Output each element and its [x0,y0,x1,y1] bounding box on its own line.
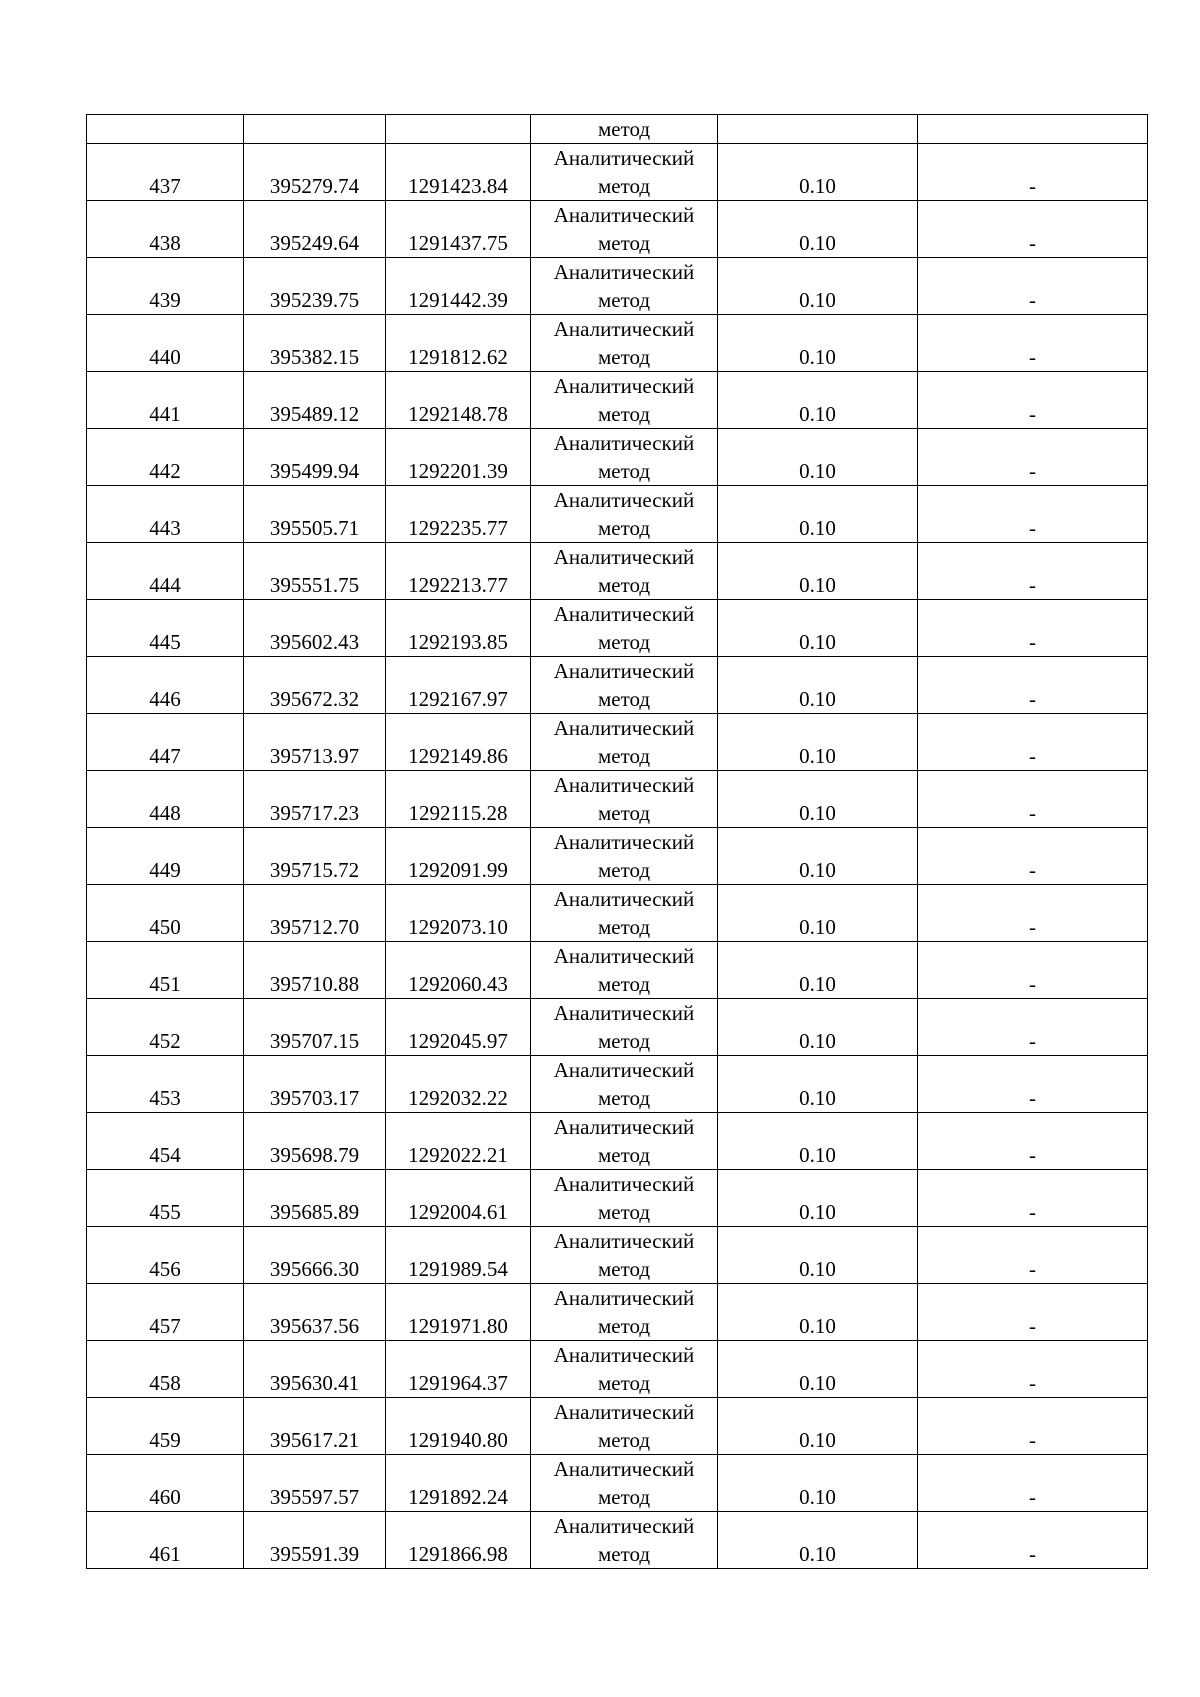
cell-note: - [918,942,1148,999]
cell-y-coordinate: 1292045.97 [386,999,531,1056]
table-row [87,1170,1148,1227]
cell-x-coordinate: 395489.12 [244,372,386,429]
cell-note: - [918,315,1148,372]
method-line-2: метод [597,288,651,312]
cell-y-coordinate: 1292201.39 [386,429,531,486]
method-line-2: метод [597,1029,651,1053]
cell-accuracy: 0.10 [718,828,918,885]
cell-accuracy: 0.10 [718,1398,918,1455]
cell-y-coordinate: 1292193.85 [386,600,531,657]
cell-method [531,543,718,600]
cell-note: - [918,1113,1148,1170]
cell-note: - [918,1512,1148,1569]
coordinates-table-body [87,115,1148,1569]
method-line-1: Аналитический [553,1400,695,1424]
cell-point-number: 445 [87,600,244,657]
cell-point-number: 453 [87,1056,244,1113]
cell-x-coordinate: 395499.94 [244,429,386,486]
cell-point-number: 449 [87,828,244,885]
method-line-2: метод [597,972,651,996]
table-row [87,1227,1148,1284]
cell-x-coordinate: 395382.15 [244,315,386,372]
cell-method [531,657,718,714]
cell-method [531,771,718,828]
method-line-2: метод [597,1542,651,1566]
cell-accuracy: 0.10 [718,429,918,486]
cell-accuracy: 0.10 [718,315,918,372]
cell-x-coordinate: 395602.43 [244,600,386,657]
cell-y-coordinate: 1291971.80 [386,1284,531,1341]
cell-x-coordinate: 395672.32 [244,657,386,714]
table-row [87,258,1148,315]
method-line-1: Аналитический [553,716,695,740]
cell-x-coordinate: 395505.71 [244,486,386,543]
table-row [87,1455,1148,1512]
cell-accuracy: 0.10 [718,714,918,771]
cell-empty [718,115,918,144]
cell-x-coordinate: 395715.72 [244,828,386,885]
table-row [87,828,1148,885]
cell-note: - [918,1056,1148,1113]
cell-point-number: 440 [87,315,244,372]
cell-x-coordinate: 395712.70 [244,885,386,942]
cell-point-number: 447 [87,714,244,771]
method-line-1: Аналитический [553,1172,695,1196]
cell-point-number: 459 [87,1398,244,1455]
cell-y-coordinate: 1292073.10 [386,885,531,942]
cell-x-coordinate: 395707.15 [244,999,386,1056]
method-line-1: Аналитический [553,545,695,569]
method-line-2: метод [597,1428,651,1452]
cell-accuracy: 0.10 [718,942,918,999]
cell-point-number: 452 [87,999,244,1056]
cell-method [531,999,718,1056]
cell-x-coordinate: 395717.23 [244,771,386,828]
cell-note: - [918,771,1148,828]
cell-y-coordinate: 1292115.28 [386,771,531,828]
coordinates-table [86,114,1148,1569]
cell-x-coordinate: 395630.41 [244,1341,386,1398]
cell-x-coordinate: 395637.56 [244,1284,386,1341]
cell-method [531,1227,718,1284]
method-line-1: Аналитический [553,1457,695,1481]
cell-empty [386,115,531,144]
cell-y-coordinate: 1291442.39 [386,258,531,315]
cell-x-coordinate: 395713.97 [244,714,386,771]
method-line-1: Аналитический [553,203,695,227]
cell-accuracy: 0.10 [718,657,918,714]
method-line-2: метод [597,1257,651,1281]
method-line-1: Аналитический [553,146,695,170]
cell-point-number: 439 [87,258,244,315]
cell-method [531,828,718,885]
cell-x-coordinate: 395710.88 [244,942,386,999]
table-row [87,486,1148,543]
cell-accuracy: 0.10 [718,1170,918,1227]
cell-accuracy: 0.10 [718,1113,918,1170]
cell-y-coordinate: 1292032.22 [386,1056,531,1113]
table-row [87,1512,1148,1569]
cell-accuracy: 0.10 [718,543,918,600]
method-line-2: метод [597,1371,651,1395]
cell-note: - [918,201,1148,258]
cell-note: - [918,999,1148,1056]
cell-note: - [918,372,1148,429]
cell-accuracy: 0.10 [718,999,918,1056]
cell-x-coordinate: 395617.21 [244,1398,386,1455]
cell-y-coordinate: 1292235.77 [386,486,531,543]
cell-note: - [918,1170,1148,1227]
method-line-2: метод [597,1314,651,1338]
cell-method [531,1398,718,1455]
cell-note: - [918,885,1148,942]
cell-x-coordinate: 395249.64 [244,201,386,258]
cell-accuracy: 0.10 [718,1455,918,1512]
table-row [87,600,1148,657]
cell-accuracy: 0.10 [718,1512,918,1569]
cell-method [531,942,718,999]
cell-y-coordinate: 1292148.78 [386,372,531,429]
cell-empty [87,115,244,144]
table-row [87,999,1148,1056]
cell-accuracy: 0.10 [718,1284,918,1341]
cell-method [531,1113,718,1170]
cell-x-coordinate: 395591.39 [244,1512,386,1569]
cell-method [531,1512,718,1569]
cell-y-coordinate: 1291866.98 [386,1512,531,1569]
table-row [87,714,1148,771]
cell-note: - [918,1455,1148,1512]
method-line-1: Аналитический [553,773,695,797]
cell-point-number: 458 [87,1341,244,1398]
cell-method [531,1341,718,1398]
method-line-2: метод [597,801,651,825]
cell-x-coordinate: 395597.57 [244,1455,386,1512]
cell-note: - [918,714,1148,771]
cell-y-coordinate: 1291437.75 [386,201,531,258]
table-row [87,942,1148,999]
cell-method [531,1170,718,1227]
cell-accuracy: 0.10 [718,771,918,828]
cell-y-coordinate: 1292213.77 [386,543,531,600]
method-line-2: метод [597,1143,651,1167]
cell-method [531,600,718,657]
cell-y-coordinate: 1291423.84 [386,144,531,201]
table-row [87,372,1148,429]
method-line-2: метод [597,858,651,882]
cell-accuracy: 0.10 [718,372,918,429]
cell-y-coordinate: 1292091.99 [386,828,531,885]
cell-y-coordinate: 1292167.97 [386,657,531,714]
cell-x-coordinate: 395698.79 [244,1113,386,1170]
cell-x-coordinate: 395703.17 [244,1056,386,1113]
method-line-2: метод [597,516,651,540]
cell-accuracy: 0.10 [718,1056,918,1113]
method-line-2: метод [597,1485,651,1509]
method-line-1: Аналитический [553,887,695,911]
table-row [87,1398,1148,1455]
cell-accuracy: 0.10 [718,144,918,201]
method-line-1: Аналитический [553,830,695,854]
cell-note: - [918,486,1148,543]
cell-point-number: 451 [87,942,244,999]
cell-empty [918,115,1148,144]
cell-method-continued: метод [531,115,718,144]
cell-accuracy: 0.10 [718,1341,918,1398]
cell-y-coordinate: 1291940.80 [386,1398,531,1455]
cell-point-number: 442 [87,429,244,486]
cell-y-coordinate: 1292004.61 [386,1170,531,1227]
table-row [87,201,1148,258]
cell-point-number: 456 [87,1227,244,1284]
cell-note: - [918,600,1148,657]
cell-accuracy: 0.10 [718,201,918,258]
table-row [87,543,1148,600]
cell-point-number: 443 [87,486,244,543]
method-line-2: метод [597,1200,651,1224]
cell-method [531,486,718,543]
cell-accuracy: 0.10 [718,885,918,942]
cell-method [531,144,718,201]
cell-point-number: 454 [87,1113,244,1170]
method-line-1: Аналитический [553,602,695,626]
method-line-1: Аналитический [553,944,695,968]
method-line-2: метод [597,630,651,654]
cell-point-number: 461 [87,1512,244,1569]
cell-point-number: 444 [87,543,244,600]
cell-method [531,201,718,258]
cell-y-coordinate: 1291892.24 [386,1455,531,1512]
method-line-1: Аналитический [553,1343,695,1367]
method-line-1: Аналитический [553,1058,695,1082]
cell-y-coordinate: 1292022.21 [386,1113,531,1170]
cell-note: - [918,828,1148,885]
cell-x-coordinate: 395279.74 [244,144,386,201]
table-row [87,1056,1148,1113]
table-row [87,315,1148,372]
method-line-2: метод [597,459,651,483]
cell-y-coordinate: 1291964.37 [386,1341,531,1398]
method-line-1: Аналитический [553,1229,695,1253]
table-row [87,1113,1148,1170]
cell-method [531,714,718,771]
cell-point-number: 441 [87,372,244,429]
cell-point-number: 450 [87,885,244,942]
table-row [87,144,1148,201]
cell-x-coordinate: 395239.75 [244,258,386,315]
cell-note: - [918,258,1148,315]
table-row [87,657,1148,714]
cell-note: - [918,1227,1148,1284]
cell-note: - [918,657,1148,714]
method-line-1: Аналитический [553,488,695,512]
cell-x-coordinate: 395551.75 [244,543,386,600]
cell-y-coordinate: 1291989.54 [386,1227,531,1284]
method-line-2: метод [597,573,651,597]
method-line-2: метод [597,915,651,939]
method-line-2: метод [597,345,651,369]
method-line-1: Аналитический [553,317,695,341]
cell-method [531,885,718,942]
method-line-1: Аналитический [553,431,695,455]
cell-method [531,1284,718,1341]
method-line-2: метод [597,174,651,198]
method-line-1: Аналитический [553,1286,695,1310]
cell-note: - [918,429,1148,486]
cell-y-coordinate: 1291812.62 [386,315,531,372]
cell-point-number: 455 [87,1170,244,1227]
table-row [87,1284,1148,1341]
method-line-1: Аналитический [553,260,695,284]
cell-method [531,258,718,315]
method-line-1: Аналитический [553,1001,695,1025]
method-line-2: метод [597,744,651,768]
cell-point-number: 457 [87,1284,244,1341]
table-row [87,1341,1148,1398]
cell-point-number: 448 [87,771,244,828]
cell-y-coordinate: 1292060.43 [386,942,531,999]
cell-y-coordinate: 1292149.86 [386,714,531,771]
cell-point-number: 437 [87,144,244,201]
cell-note: - [918,1341,1148,1398]
cell-accuracy: 0.10 [718,600,918,657]
cell-note: - [918,144,1148,201]
cell-note: - [918,1398,1148,1455]
table-row [87,885,1148,942]
cell-method [531,429,718,486]
cell-method [531,372,718,429]
cell-accuracy: 0.10 [718,1227,918,1284]
table-row-continued [87,115,1148,144]
method-line-1: Аналитический [553,659,695,683]
cell-method [531,1455,718,1512]
cell-note: - [918,1284,1148,1341]
cell-point-number: 438 [87,201,244,258]
cell-accuracy: 0.10 [718,486,918,543]
cell-accuracy: 0.10 [718,258,918,315]
cell-x-coordinate: 395685.89 [244,1170,386,1227]
method-line-2: метод [597,687,651,711]
cell-method [531,1056,718,1113]
method-line-1: Аналитический [553,1115,695,1139]
cell-x-coordinate: 395666.30 [244,1227,386,1284]
method-line-2: метод [597,1086,651,1110]
table-row [87,429,1148,486]
cell-empty [244,115,386,144]
cell-method [531,315,718,372]
table-row [87,771,1148,828]
method-line-1: Аналитический [553,1514,695,1538]
cell-note: - [918,543,1148,600]
method-line-1: Аналитический [553,374,695,398]
cell-point-number: 460 [87,1455,244,1512]
method-line-2: метод [597,231,651,255]
method-line-2: метод [597,402,651,426]
cell-point-number: 446 [87,657,244,714]
